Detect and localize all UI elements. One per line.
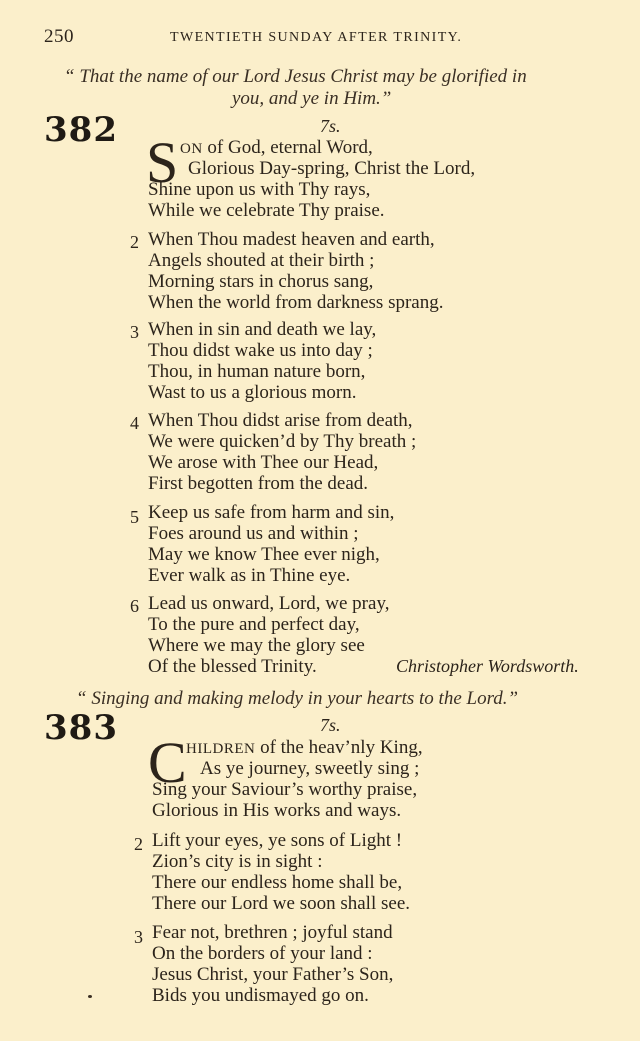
- hymn-382-verse1-line2: Glorious Day-spring, Christ the Lord,: [188, 158, 476, 179]
- running-title: TWENTIETH SUNDAY AFTER TRINITY.: [170, 30, 463, 45]
- hymn-382-verse4-line4: First begotten from the dead.: [148, 473, 369, 494]
- hymn-382-author: Christopher Wordsworth.: [396, 656, 579, 676]
- hymn-382-verse2-line4: When the world from darkness sprang.: [148, 292, 444, 313]
- hymn-382-verse6-line4: Of the blessed Trinity.: [148, 656, 317, 677]
- hymn-383-verse3-line2: On the borders of your land :: [152, 943, 373, 964]
- hymn-382-verse4-number: 4: [130, 413, 139, 433]
- hymn-382-epigraph-line1: “ That the name of our Lord Jesus Christ may be glorified in: [64, 66, 527, 87]
- hymn-383-verse1-line4: Glorious in His works and ways.: [152, 800, 402, 821]
- hymn-382-verse5-line3: May we know Thee ever nigh,: [148, 544, 380, 565]
- hymn-382-verse3-number: 3: [130, 322, 139, 342]
- hymn-382-verse3-line3: Thou, in human nature born,: [148, 361, 366, 382]
- hymn-382-number: 382: [44, 110, 118, 150]
- hymn-383-verse2-number: 2: [134, 834, 143, 854]
- hymn-382-verse2-line1: When Thou madest heaven and earth,: [148, 229, 435, 250]
- hymn-383-verse3-line1: Fear not, brethren ; joyful stand: [152, 922, 393, 943]
- hymn-383-verse3-number: 3: [134, 927, 143, 947]
- hymn-383-number: 383: [44, 708, 118, 748]
- hymn-383-verse1-line1: [186, 737, 423, 759]
- hymn-382-verse3-line2: Thou didst wake us into day ;: [148, 340, 373, 361]
- hymn-383-verse1-line3: Sing your Saviour’s worthy praise,: [152, 779, 418, 800]
- hymn-382-verse5-number: 5: [130, 507, 139, 527]
- hymn-382-verse4-line3: We arose with Thee our Head,: [148, 452, 379, 473]
- hymn-383-verse2-line1: Lift your eyes, ye sons of Light !: [152, 830, 403, 851]
- first-word: HILDREN: [186, 741, 256, 757]
- hymn-383-verse2-line2: Zion’s city is in sight :: [152, 851, 323, 872]
- hymn-383-epigraph: “ Singing and making melody in your hearts to the Lord.”: [76, 688, 519, 709]
- hymn-382-verse4-line1: When Thou didst arise from death,: [148, 410, 413, 431]
- hymn-382-verse1-line4: While we celebrate Thy praise.: [148, 200, 385, 221]
- hymn-382-verse6-line2: To the pure and perfect day,: [148, 614, 360, 635]
- first-word: ON: [180, 141, 203, 157]
- hymn-383-verse2-line3: There our endless home shall be,: [152, 872, 403, 893]
- hymn-382-verse2-line3: Morning stars in chorus sang,: [148, 271, 374, 292]
- hymn-382-verse1-line3: Shine upon us with Thy rays,: [148, 179, 371, 200]
- hymn-383-verse3-line4: Bids you undismayed go on.: [152, 985, 369, 1006]
- hymn-383-dropcap: C: [148, 730, 187, 795]
- hymn-382-verse5-line2: Foes around us and within ;: [148, 523, 359, 544]
- hymn-382-verse2-line2: Angels shouted at their birth ;: [148, 250, 375, 271]
- hymn-382-verse3-line4: Wast to us a glorious morn.: [148, 382, 357, 403]
- hymn-383-meter: 7s.: [320, 715, 341, 735]
- hymn-383-verse1-line2: As ye journey, sweetly sing ;: [200, 758, 420, 779]
- hymn-383-verse2-line4: There our Lord we soon shall see.: [152, 893, 411, 914]
- hymn-382-verse5-line4: Ever walk as in Thine eye.: [148, 565, 351, 586]
- line-rest: of God, eternal Word,: [207, 137, 373, 158]
- hymn-383-verse3-line3: Jesus Christ, your Father’s Son,: [152, 964, 394, 985]
- hymn-382-verse6-line3: Where we may the glory see: [148, 635, 365, 656]
- hymn-382-verse1-line1: [180, 137, 373, 159]
- hymn-382-dropcap: S: [146, 130, 179, 195]
- print-speck: [88, 995, 92, 998]
- hymn-382-verse3-line1: When in sin and death we lay,: [148, 319, 377, 340]
- hymn-382-verse5-line1: Keep us safe from harm and sin,: [148, 502, 395, 523]
- hymn-382-epigraph-line2: you, and ye in Him.”: [232, 88, 392, 109]
- line-rest: of the heav’nly King,: [260, 737, 423, 758]
- page-number: 250: [44, 26, 74, 47]
- hymn-382-verse4-line2: We were quicken’d by Thy breath ;: [148, 431, 417, 452]
- hymn-382-meter: 7s.: [320, 116, 341, 136]
- hymn-382-verse6-line1: Lead us onward, Lord, we pray,: [148, 593, 390, 614]
- hymn-382-verse2-number: 2: [130, 232, 139, 252]
- hymn-382-verse6-number: 6: [130, 596, 139, 616]
